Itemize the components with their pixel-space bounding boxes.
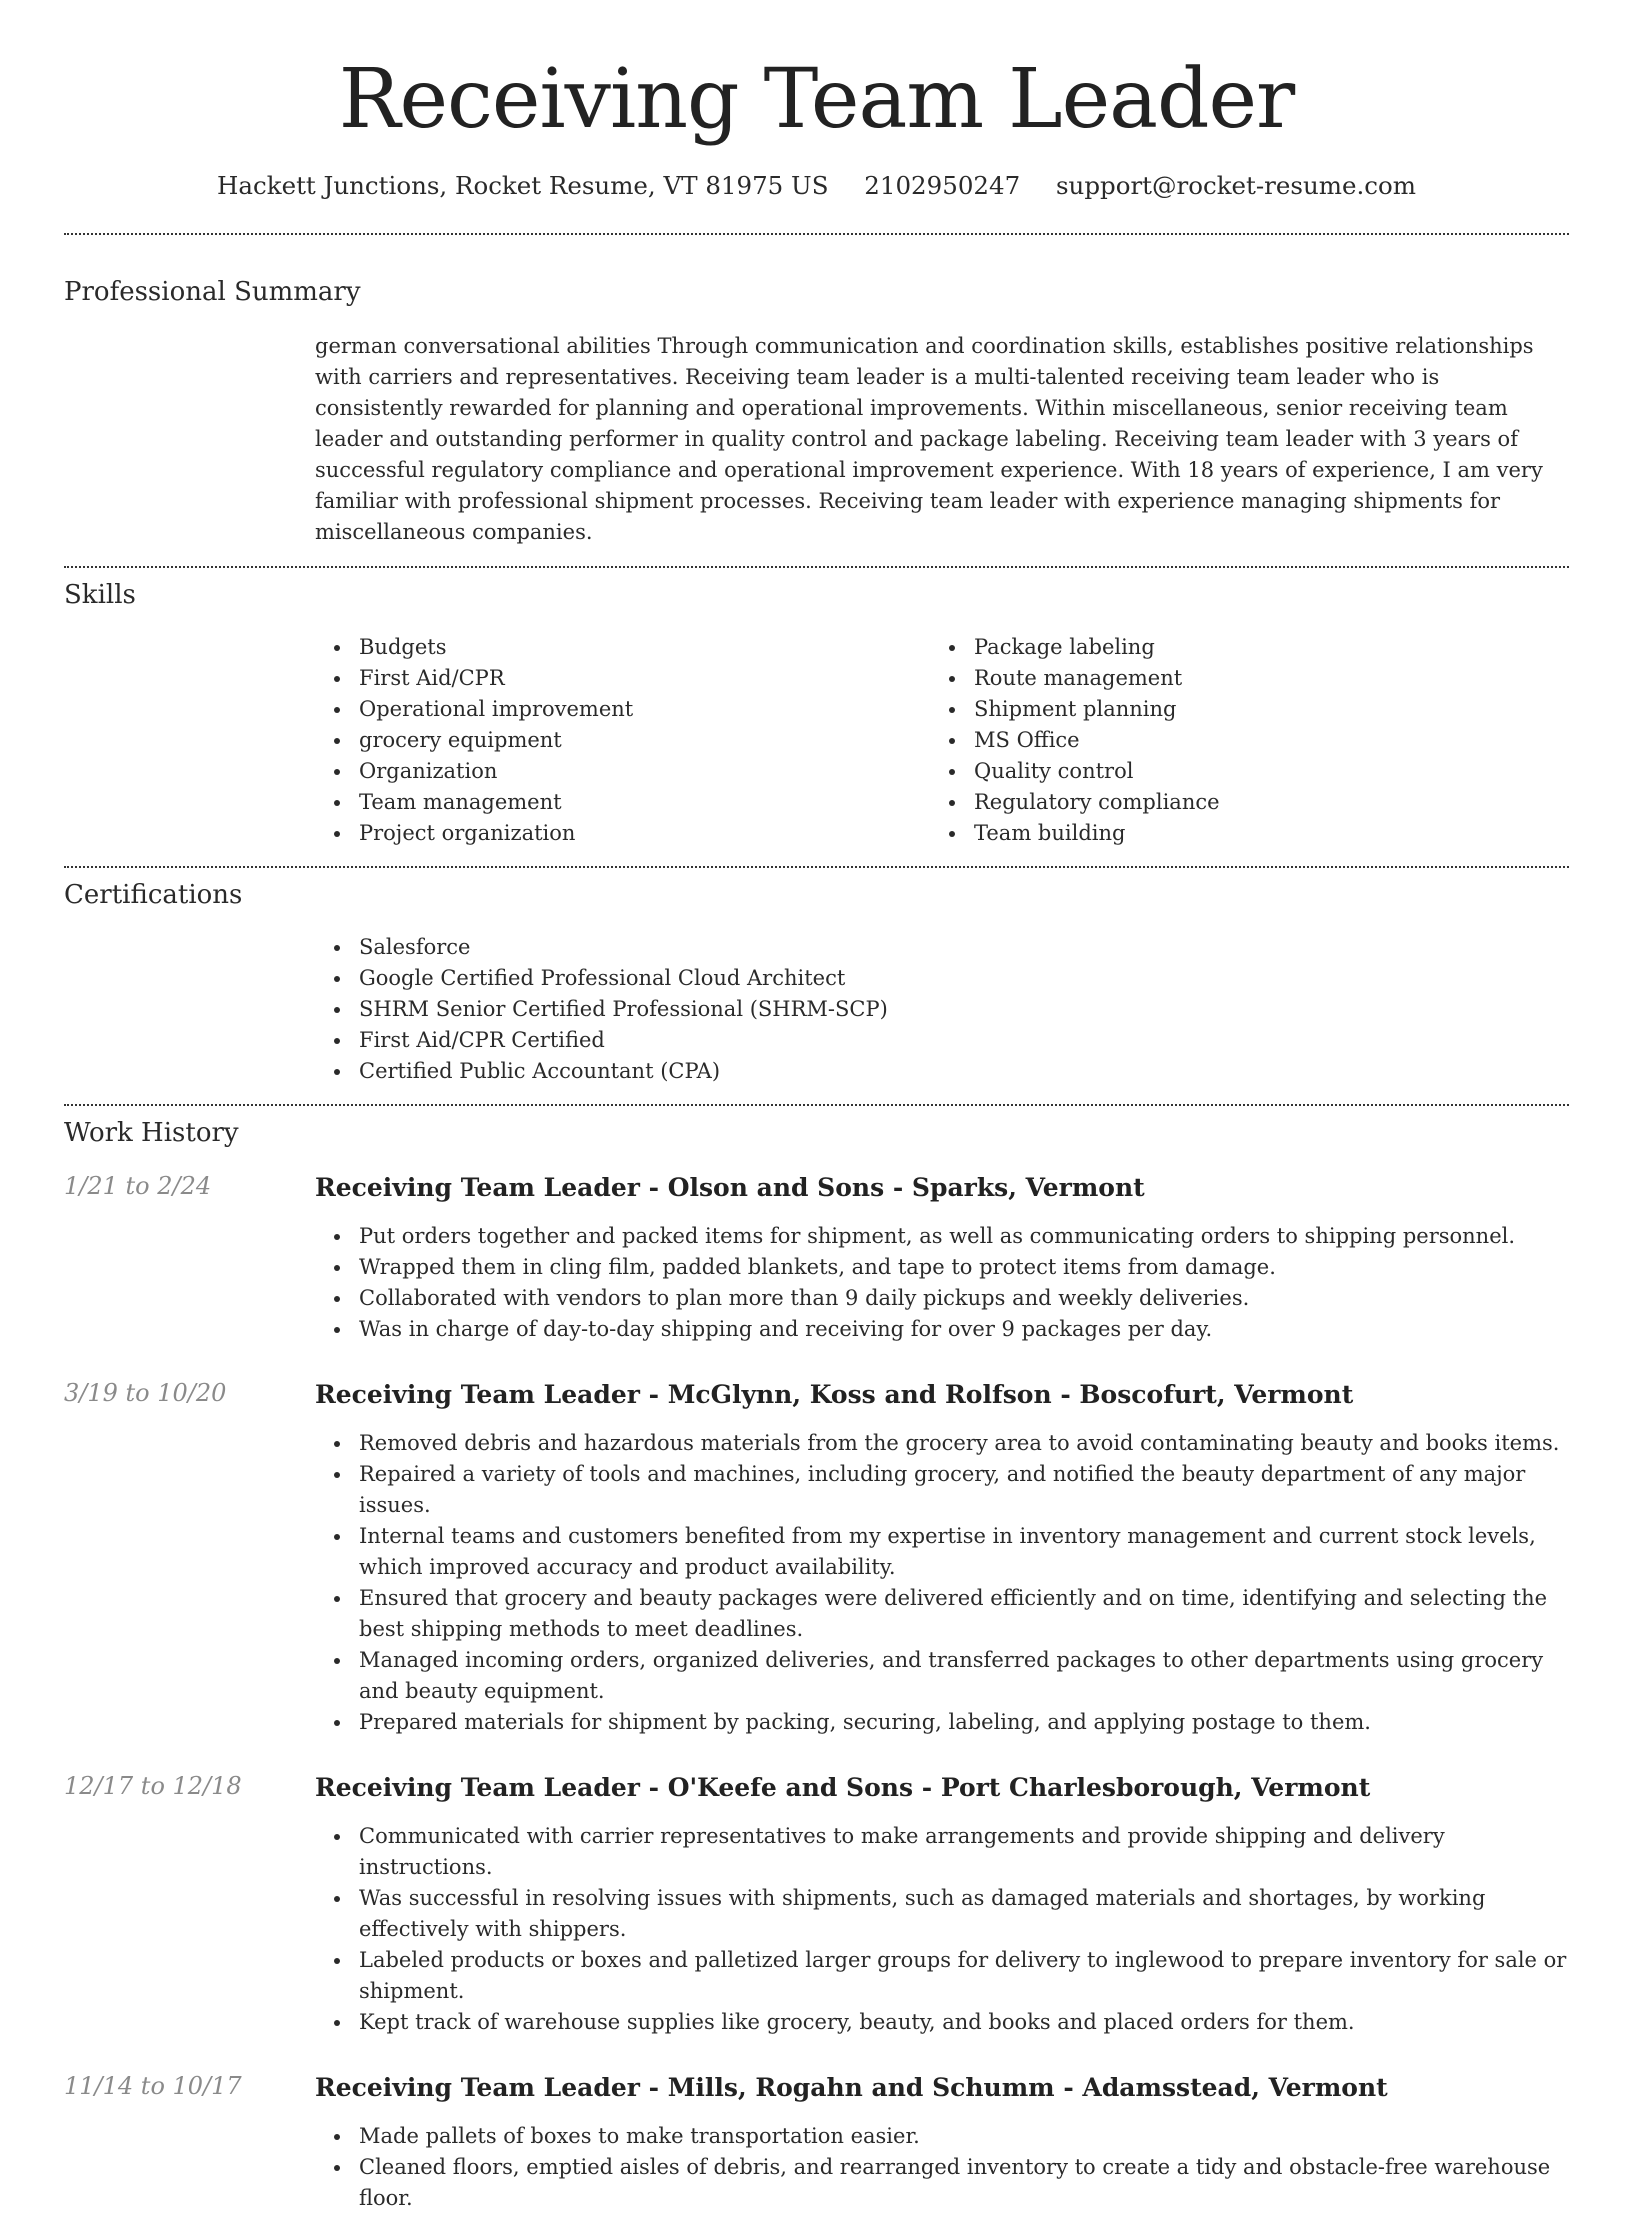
- certification-item: SHRM Senior Certified Professional (SHRM-SCP): [359, 994, 1569, 1025]
- summary-text: german conversational abilities Through communication and coordination skills, establishes positive relationships with carriers and representatives. Receiving team leader is a multi-talented receiving team leader who is consistently rewarded for planning and operational improvements. Within miscellaneous, senior receiving team leader and outstanding performer in quality control and package labeling. Receiving team leader with 3 years of successful regulatory compliance and operational improvement experience. With 18 years of experience, I am very familiar with professional shipment processes. Receiving team leader with experience managing shipments for miscellaneous companies.: [315, 334, 1543, 544]
- job-bullet: Collaborated with vendors to plan more than 9 daily pickups and weekly deliveries.: [359, 1283, 1569, 1314]
- job-title: Receiving Team Leader - Mills, Rogahn and Schumm - Adamsstead, Vermont: [315, 2073, 1388, 2102]
- job-bullets: [315, 1221, 1569, 1345]
- job-bullet: Put orders together and packed items for shipment, as well as communicating orders to shipping personnel.: [359, 1221, 1569, 1252]
- job-entry: [64, 1772, 1569, 2038]
- job-date: 12/17 to 12/18: [64, 1772, 242, 1800]
- certification-item: Google Certified Professional Cloud Architect: [359, 963, 1569, 994]
- job-bullet: Cleaned floors, emptied aisles of debris, and rearranged inventory to create a tidy and obstacle-free warehouse floor.: [359, 2152, 1569, 2214]
- skill-item: First Aid/CPR: [359, 663, 930, 694]
- job-bullet: Kept track of warehouse supplies like grocery, beauty, and books and placed orders for them.: [359, 2007, 1569, 2038]
- divider: [64, 1104, 1569, 1106]
- certification-item: Certified Public Accountant (CPA): [359, 1056, 1569, 1087]
- skill-item: Route management: [974, 663, 1545, 694]
- skill-item: Regulatory compliance: [974, 787, 1545, 818]
- skill-item: Shipment planning: [974, 694, 1545, 725]
- job-bullet: Was successful in resolving issues with shipments, such as damaged materials and shortages, by working effectively with shippers.: [359, 1883, 1569, 1945]
- job-entry: [64, 1379, 1569, 1738]
- job-bullet: Internal teams and customers benefited from my expertise in inventory management and current stock levels, which improved accuracy and product availability.: [359, 1521, 1569, 1583]
- summary-section: [64, 276, 1569, 548]
- certification-item: Salesforce: [359, 932, 1569, 963]
- divider: [64, 566, 1569, 568]
- contact-line: [64, 171, 1569, 200]
- summary-heading: Professional Summary: [64, 277, 361, 307]
- contact-email: support@rocket-resume.com: [1055, 171, 1416, 200]
- job-bullet: Repaired a variety of tools and machines, including grocery, and notified the beauty department of any major issues.: [359, 1459, 1569, 1521]
- certifications-list: [315, 932, 1569, 1087]
- job-bullet: Removed debris and hazardous materials from the grocery area to avoid contaminating beauty and books items.: [359, 1428, 1569, 1459]
- job-entry: [64, 2072, 1569, 2214]
- job-date: 1/21 to 2/24: [64, 1172, 212, 1200]
- skill-item: Quality control: [974, 756, 1545, 787]
- work-history-heading: Work History: [64, 1118, 239, 1148]
- job-title: Receiving Team Leader - McGlynn, Koss and Rolfson - Boscofurt, Vermont: [315, 1380, 1354, 1409]
- skills-heading: Skills: [64, 580, 136, 610]
- divider: [64, 233, 1569, 235]
- contact-address: Hackett Junctions, Rocket Resume, VT 81975 US: [217, 171, 829, 200]
- resume-name: Receiving Team Leader: [338, 52, 1295, 147]
- job-title: Receiving Team Leader - Olson and Sons - Sparks, Vermont: [315, 1173, 1145, 1202]
- certification-item: First Aid/CPR Certified: [359, 1025, 1569, 1056]
- job-bullet: Ensured that grocery and beauty packages were delivered efficiently and on time, identifying and selecting the best shipping methods to meet deadlines.: [359, 1583, 1569, 1645]
- job-bullets: [315, 1821, 1569, 2038]
- skills-list-right: [930, 632, 1545, 849]
- certifications-section: [64, 878, 1569, 1087]
- skills-section: [64, 578, 1569, 849]
- job-bullet: Labeled products or boxes and palletized larger groups for delivery to inglewood to prepare inventory for sale or shipment.: [359, 1945, 1569, 2007]
- job-bullet: Was in charge of day-to-day shipping and receiving for over 9 packages per day.: [359, 1314, 1569, 1345]
- job-date: 3/19 to 10/20: [64, 1379, 227, 1407]
- resume-page: [64, 0, 1569, 2214]
- skill-item: Team management: [359, 787, 930, 818]
- job-bullets: [315, 1428, 1569, 1738]
- skill-item: Budgets: [359, 632, 930, 663]
- job-bullet: Prepared materials for shipment by packing, securing, labeling, and applying postage to them.: [359, 1707, 1569, 1738]
- skill-item: MS Office: [974, 725, 1545, 756]
- skill-item: Organization: [359, 756, 930, 787]
- skill-item: Project organization: [359, 818, 930, 849]
- contact-phone: 2102950247: [864, 171, 1021, 200]
- job-entry: [64, 1172, 1569, 1345]
- work-history-section: [64, 1116, 1569, 2214]
- job-title: Receiving Team Leader - O'Keefe and Sons - Port Charlesborough, Vermont: [315, 1773, 1371, 1802]
- skills-list-left: [315, 632, 930, 849]
- skill-item: Operational improvement: [359, 694, 930, 725]
- divider: [64, 866, 1569, 868]
- job-bullet: Made pallets of boxes to make transportation easier.: [359, 2121, 1569, 2152]
- certifications-heading: Certifications: [64, 880, 243, 910]
- job-bullet: Managed incoming orders, organized deliveries, and transferred packages to other departments using grocery and beauty equipment.: [359, 1645, 1569, 1707]
- skill-item: Package labeling: [974, 632, 1545, 663]
- job-bullet: Communicated with carrier representatives to make arrangements and provide shipping and delivery instructions.: [359, 1821, 1569, 1883]
- skill-item: Team building: [974, 818, 1545, 849]
- job-bullets: [315, 2121, 1569, 2214]
- job-date: 11/14 to 10/17: [64, 2072, 242, 2100]
- skill-item: grocery equipment: [359, 725, 930, 756]
- job-bullet: Wrapped them in cling film, padded blankets, and tape to protect items from damage.: [359, 1252, 1569, 1283]
